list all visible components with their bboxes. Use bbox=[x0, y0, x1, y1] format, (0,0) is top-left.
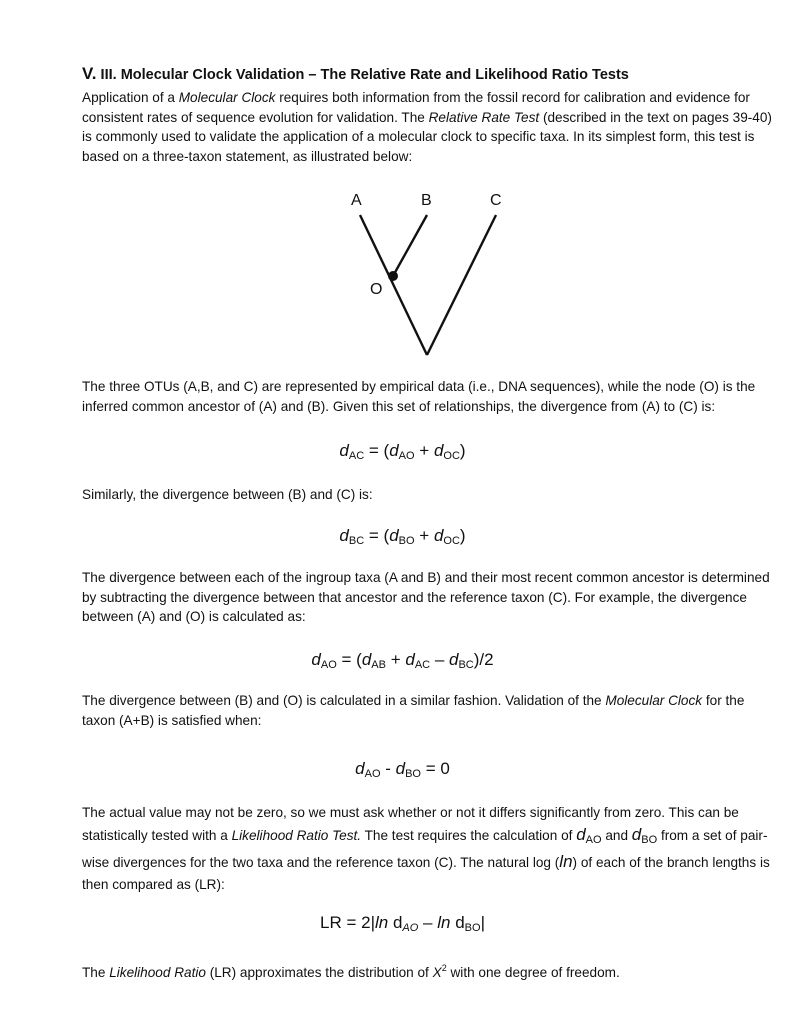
actual-text-2: Likelihood Ratio Test. bbox=[231, 827, 362, 843]
eq1-d-term1: d bbox=[389, 441, 399, 460]
chi-superscript: 2 bbox=[441, 963, 447, 973]
intro-text-1: Application of a bbox=[82, 90, 179, 105]
eq1-sub1: AO bbox=[398, 450, 415, 462]
branch-b bbox=[393, 215, 427, 276]
validation-text-1: The divergence between (B) and (O) is calculated in a similar fashion. Validation of the bbox=[82, 693, 606, 708]
eq4-sub1: AO bbox=[364, 768, 381, 780]
tree-label-c: C bbox=[490, 192, 502, 209]
eq2-sub2: OC bbox=[443, 535, 460, 547]
eq1-d-term2: d bbox=[433, 441, 444, 460]
eq2-d-term1: d bbox=[389, 526, 399, 545]
eq5-minus: – bbox=[418, 913, 438, 932]
eq4-d2: d bbox=[395, 759, 406, 778]
eq3-d: d bbox=[311, 650, 321, 669]
tree-label-a: A bbox=[351, 192, 362, 209]
section-number: V. bbox=[82, 64, 97, 83]
eq4-minus: - bbox=[380, 759, 396, 778]
validation-text-2: Molecular Clock bbox=[605, 693, 703, 708]
eq1-close: ) bbox=[459, 441, 466, 460]
eq3-close: )/2 bbox=[473, 650, 494, 669]
eq1-lhs-sub: AC bbox=[348, 450, 365, 462]
eq5-sub2: BO bbox=[464, 922, 481, 934]
actual-text-6: ) of each of the branch lengths is then compared as (LR): bbox=[82, 855, 770, 892]
eq2-close: ) bbox=[459, 526, 466, 545]
intro-paragraph bbox=[82, 88, 772, 166]
ancestor-node-o bbox=[388, 271, 398, 281]
section-title: III. Molecular Clock Validation – The Relative Rate and Likelihood Ratio Tests bbox=[100, 67, 629, 83]
validation-text-3: for the taxon (A+B) is satisfied when: bbox=[82, 693, 745, 728]
eq2-lhs-sub: BC bbox=[348, 535, 365, 547]
eq5-close: | bbox=[480, 913, 485, 932]
inline-d-bo-letter: d bbox=[631, 824, 642, 844]
eq2-plus: + bbox=[414, 526, 434, 545]
actual-text-1: The actual value may not be zero, so we must ask whether or not it differs significantly from zero. This can be statistically tested with a bbox=[82, 805, 739, 843]
equation-likelihood-ratio bbox=[0, 913, 805, 934]
final-text-4: with one degree of freedom. bbox=[446, 965, 620, 980]
eq3-minus: – bbox=[430, 650, 449, 669]
eq1-plus: + bbox=[414, 441, 434, 460]
final-text-3: (LR) approximates the distribution of bbox=[205, 965, 433, 980]
eq3-d-term3: d bbox=[449, 650, 459, 669]
eq1-d: d bbox=[339, 441, 349, 460]
eq4-rhs: = 0 bbox=[421, 759, 450, 778]
eq2-sub1: BO bbox=[398, 535, 415, 547]
eq5-d2: d bbox=[450, 913, 465, 932]
eq3-sub2: AC bbox=[414, 659, 431, 671]
final-text-2: Likelihood Ratio bbox=[109, 965, 206, 980]
eq3-sub3: BC bbox=[458, 659, 474, 671]
inline-ln: ln bbox=[559, 852, 573, 871]
inline-d-ao-letter: d bbox=[576, 824, 586, 844]
equation-clock-condition bbox=[0, 759, 805, 780]
intro-text-5: (described in the text on pages 39-40) is commonly used to validate the application of a molecular clock to specific taxa. In its simplest form, this test is based on a three-taxon statement, as illustrated below: bbox=[82, 109, 772, 164]
inline-d-ao-sub: AO bbox=[585, 833, 602, 846]
otu-paragraph: The three OTUs (A,B, and C) are represented by empirical data (i.e., DNA sequences), while the node (O) is the inferred common ancestor of (A) and (B). Given this set of relationships, the divergence from (A) to (C) is: bbox=[82, 379, 756, 414]
intro-text-2: Molecular Clock bbox=[178, 90, 276, 105]
equation-d-bc bbox=[0, 526, 805, 547]
validation-paragraph bbox=[82, 691, 772, 730]
eq5-ln2: ln bbox=[437, 913, 451, 932]
actual-text-5: from a set of pair-wise divergences for the two taxa and the reference taxon (C). The natural log ( bbox=[82, 827, 768, 870]
tree-label-b: B bbox=[421, 192, 432, 209]
eq5-ln1: ln bbox=[375, 913, 389, 932]
eq4-sub2: BO bbox=[405, 768, 421, 780]
ingroup-paragraph: The divergence between each of the ingroup taxa (A and B) and their most recent common ancestor is determined by subtracting the divergence between that ancestor and the reference taxon (C). For example, the divergence between (A) and (O) is calculated as: bbox=[82, 570, 770, 624]
equation-d-ac bbox=[0, 441, 805, 462]
inline-d-ao bbox=[576, 825, 601, 844]
branch-c bbox=[427, 215, 496, 355]
inline-d-bo bbox=[632, 825, 657, 844]
eq2-d: d bbox=[339, 526, 349, 545]
eq4-d1: d bbox=[355, 759, 365, 778]
eq3-mid: = ( bbox=[336, 650, 362, 669]
eq3-d-term1: d bbox=[361, 650, 372, 669]
intro-text-3: requires both information from the fossil record for calibration and evidence for consistent rates of sequence evolution for validation. The bbox=[82, 90, 750, 125]
actual-text-4: and bbox=[601, 827, 632, 843]
eq3-lhs-sub: AO bbox=[320, 659, 337, 671]
eq2-mid: = ( bbox=[364, 526, 390, 545]
eq3-sub1: AB bbox=[371, 659, 386, 671]
section-heading bbox=[82, 64, 782, 84]
eq5-lhs: LR = 2| bbox=[320, 913, 375, 932]
eq1-sub2: OC bbox=[443, 450, 460, 462]
similarly-paragraph: Similarly, the divergence between (B) and (C) is: bbox=[82, 487, 373, 502]
eq3-plus: + bbox=[385, 650, 406, 669]
equation-d-ao bbox=[0, 650, 805, 671]
node-label-o: O bbox=[370, 281, 383, 298]
eq3-d-term2: d bbox=[405, 650, 415, 669]
actual-value-paragraph bbox=[82, 802, 772, 895]
eq1-mid: = ( bbox=[364, 441, 390, 460]
eq5-sub1: AO bbox=[402, 922, 419, 934]
inline-d-bo-sub: BO bbox=[641, 833, 658, 846]
phylogenetic-tree-diagram bbox=[330, 180, 530, 360]
chi-symbol: X bbox=[432, 965, 442, 980]
actual-text-3: The test requires the calculation of bbox=[361, 827, 577, 843]
final-text-1: The bbox=[82, 965, 110, 980]
eq5-d1: d bbox=[388, 913, 403, 932]
eq2-d-term2: d bbox=[433, 526, 444, 545]
intro-text-4: Relative Rate Test bbox=[428, 109, 540, 125]
final-paragraph bbox=[82, 959, 772, 983]
